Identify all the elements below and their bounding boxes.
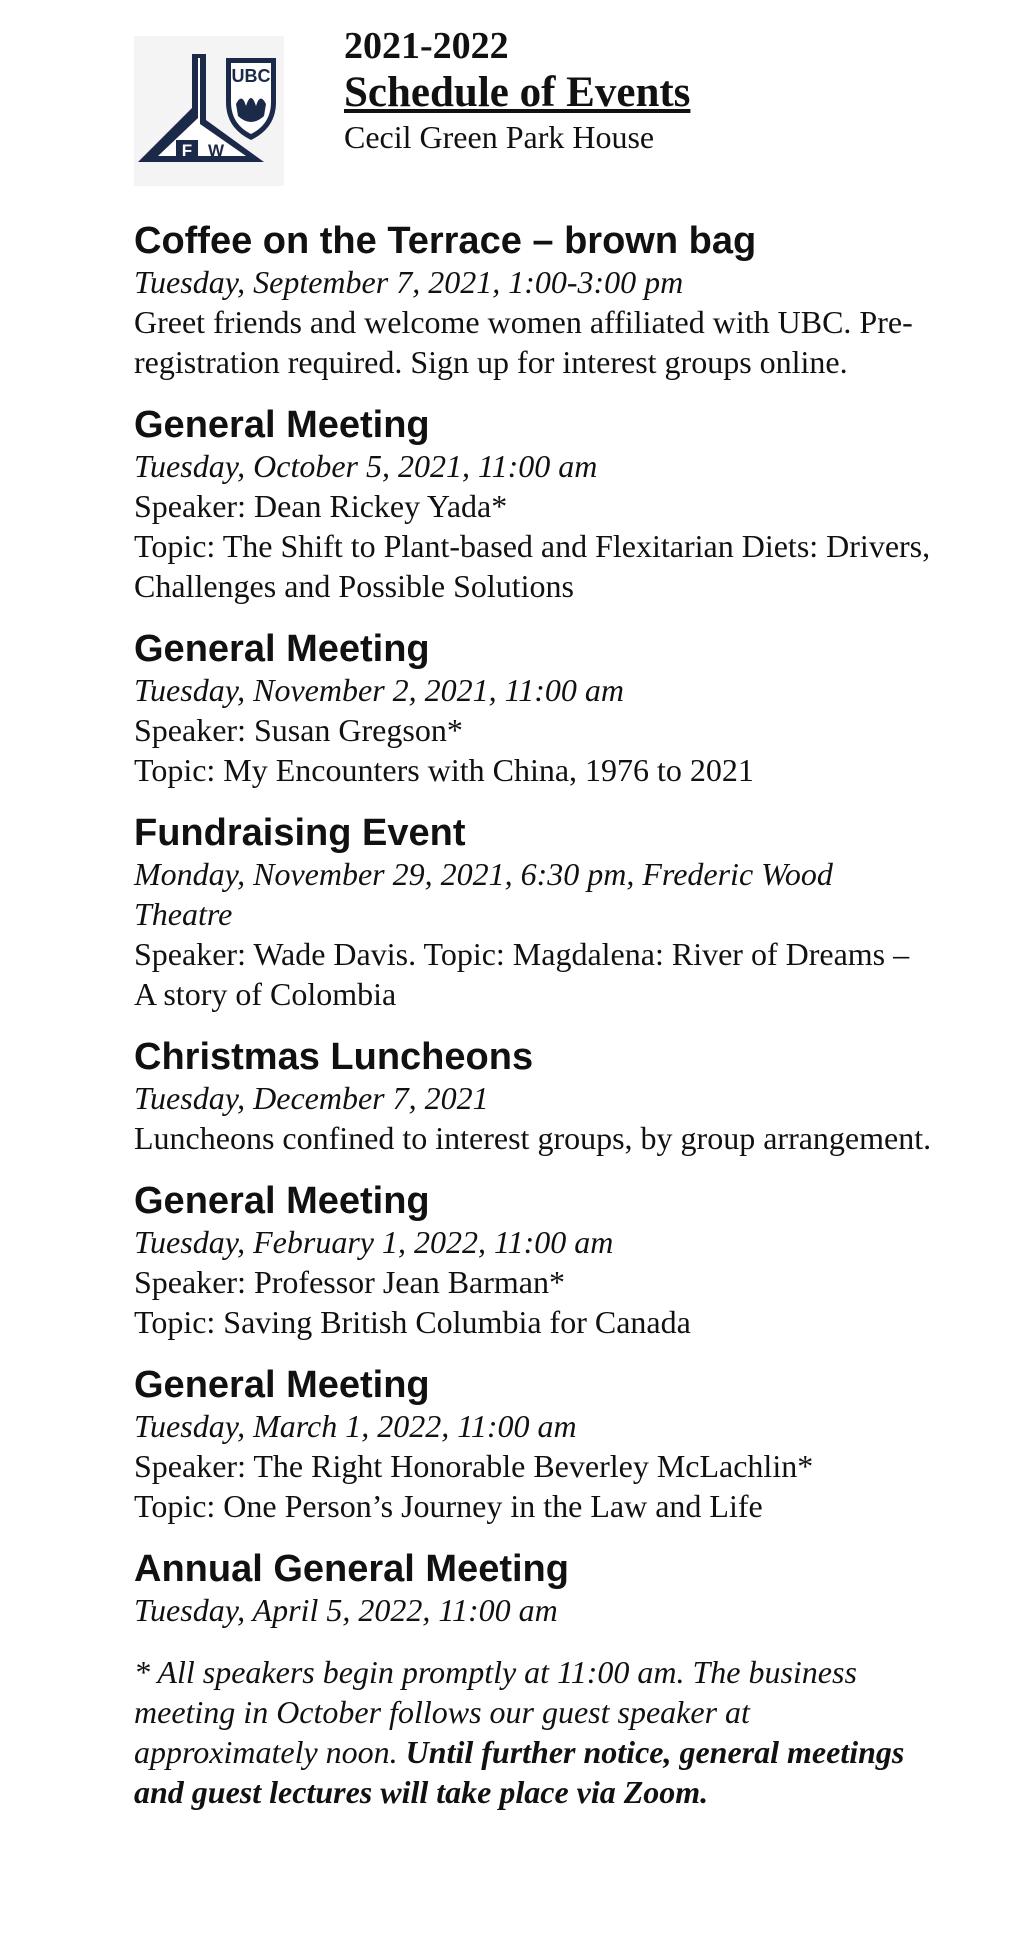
footnote bbox=[134, 1652, 934, 1812]
event-date: Tuesday, March 1, 2022, 11:00 am bbox=[134, 1408, 577, 1444]
event-detail: Greet friends and welcome women affiliated with UBC. Pre-registration required. Sign up for interest groups online. bbox=[134, 304, 913, 380]
event-title: General Meeting bbox=[134, 628, 430, 670]
event-entry bbox=[134, 812, 934, 1014]
header bbox=[134, 20, 934, 170]
ubc-fw-logo-icon bbox=[134, 36, 284, 186]
event-title: Annual General Meeting bbox=[134, 1548, 569, 1590]
event-detail: Speaker: Wade Davis. Topic: Magdalena: River of Dreams – A story of Colombia bbox=[134, 936, 910, 1012]
event-entry bbox=[134, 1180, 934, 1342]
event-date: Monday, November 29, 2021, 6:30 pm, Frederic Wood Theatre bbox=[134, 856, 833, 932]
year-label: 2021-2022 bbox=[344, 25, 509, 67]
event-date: Tuesday, September 7, 2021, 1:00-3:00 pm bbox=[134, 264, 684, 300]
event-entry bbox=[134, 1036, 934, 1158]
footnote-text: * All speakers begin promptly at 11:00 am. The business meeting in October follows our guest speaker at approximately noon. bbox=[134, 1654, 857, 1770]
event-detail: Speaker: Professor Jean Barman* bbox=[134, 1264, 565, 1300]
event-list bbox=[134, 220, 934, 1630]
event-detail: Luncheons confined to interest groups, by group arrangement. bbox=[134, 1120, 932, 1156]
event-detail: Speaker: Dean Rickey Yada* bbox=[134, 488, 508, 524]
event-title: Christmas Luncheons bbox=[134, 1036, 534, 1078]
event-date: Tuesday, April 5, 2022, 11:00 am bbox=[134, 1592, 558, 1628]
header-text bbox=[344, 24, 690, 156]
logo-ubc-text: UBC bbox=[231, 66, 271, 86]
event-entry bbox=[134, 1548, 934, 1630]
footnote-zoom-notice: Until further notice, general meetings and guest lectures will take place via Zoom. bbox=[134, 1734, 905, 1810]
event-date: Tuesday, October 5, 2021, 11:00 am bbox=[134, 448, 598, 484]
event-date: Tuesday, November 2, 2021, 11:00 am bbox=[134, 672, 625, 708]
event-entry bbox=[134, 404, 934, 606]
event-title: General Meeting bbox=[134, 404, 430, 446]
event-detail: Speaker: Susan Gregson* bbox=[134, 712, 463, 748]
event-detail: Speaker: The Right Honorable Beverley McLachlin* bbox=[134, 1448, 814, 1484]
event-detail: Topic: The Shift to Plant-based and Flexitarian Diets: Drivers, Challenges and Possible Solutions bbox=[134, 528, 931, 604]
event-date: Tuesday, December 7, 2021 bbox=[134, 1080, 489, 1116]
event-title: General Meeting bbox=[134, 1180, 430, 1222]
event-title: General Meeting bbox=[134, 1364, 430, 1406]
event-entry bbox=[134, 220, 934, 382]
logo-w-text: W bbox=[207, 141, 225, 160]
event-title: Fundraising Event bbox=[134, 812, 466, 854]
logo-f-text: F bbox=[181, 141, 193, 160]
event-detail: Topic: One Person’s Journey in the Law and Life bbox=[134, 1488, 763, 1524]
event-detail: Topic: My Encounters with China, 1976 to 2021 bbox=[134, 752, 754, 788]
event-date: Tuesday, February 1, 2022, 11:00 am bbox=[134, 1224, 614, 1260]
event-entry bbox=[134, 628, 934, 790]
page-title: Schedule of Events bbox=[344, 69, 691, 116]
schedule-page bbox=[134, 20, 934, 1812]
event-title: Coffee on the Terrace – brown bag bbox=[134, 220, 757, 262]
venue-label: Cecil Green Park House bbox=[344, 119, 655, 155]
event-entry bbox=[134, 1364, 934, 1526]
event-detail: Topic: Saving British Columbia for Canada bbox=[134, 1304, 691, 1340]
